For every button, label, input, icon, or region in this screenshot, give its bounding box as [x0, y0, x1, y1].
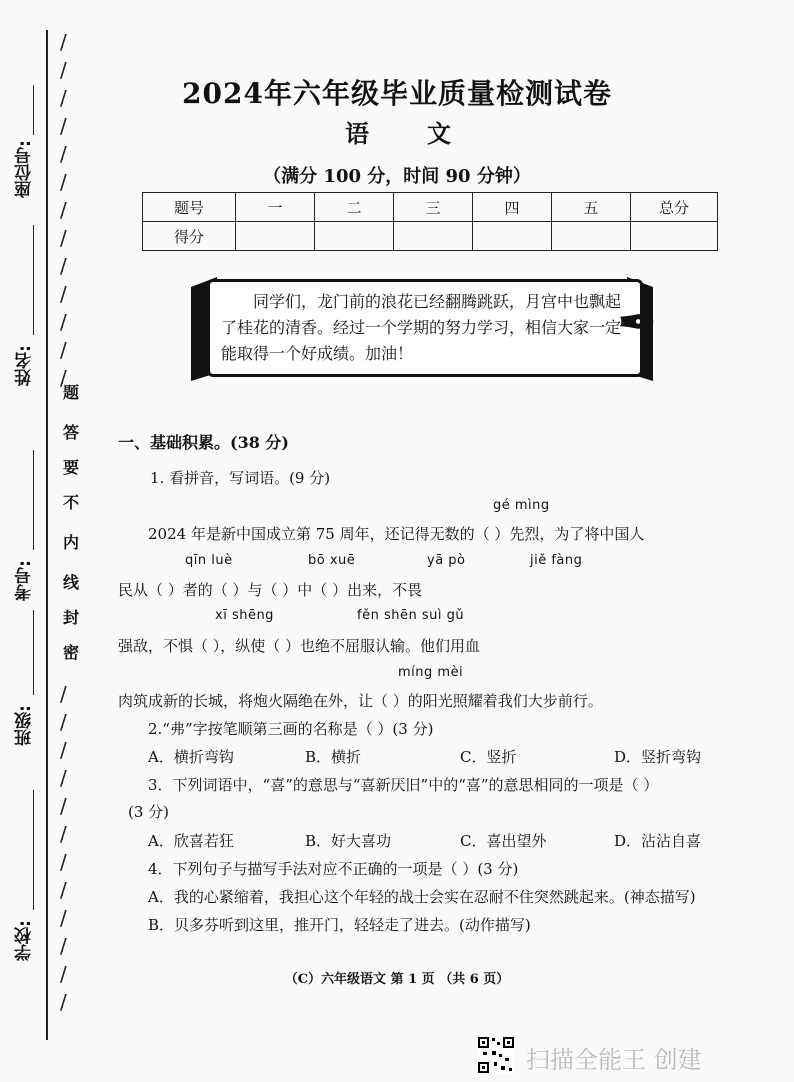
school-label: 学校:: [15, 920, 35, 961]
question-2-prompt: 2.“弗”字按笔顺第三画的名称是（ ）(3 分): [148, 720, 434, 738]
score-table-header: 一: [236, 193, 315, 222]
score-cell[interactable]: [315, 222, 394, 251]
pinyin: gé mìng: [493, 498, 550, 513]
pinyin: jiě fàng: [530, 553, 583, 568]
q3-option: C．喜出望外: [460, 832, 547, 850]
pinyin: bō xuē: [308, 553, 356, 568]
score-table: [142, 192, 718, 251]
score-table-header: 题号: [143, 193, 236, 222]
q3-option: B．好大喜功: [305, 832, 392, 850]
score-table-header: 四: [473, 193, 552, 222]
q2-option: B．横折: [305, 748, 362, 766]
score-table-header: 二: [315, 193, 394, 222]
qr-code-icon: [477, 1036, 515, 1074]
pinyin: xī shēng: [215, 608, 274, 623]
q1-sentence-line: 肉筑成新的长城，将炮火隔绝在外，让（ ）的阳光照耀着我们大步前行。: [118, 692, 603, 710]
seal-char: 封: [62, 608, 79, 627]
banner-message: 同学们，龙门前的浪花已经翻腾跳跃，月宫中也飘起了桂花的清香。经过一个学期的努力学习，相信大家一定能取得一个好成绩。加油！: [221, 292, 622, 363]
question-4-prompt: 4．下列句子与描写手法对应不正确的一项是（ ）(3 分): [148, 860, 519, 878]
q2-option: A．横折弯钩: [148, 748, 234, 766]
section-heading: 一、基础积累。(38 分): [118, 433, 289, 452]
score-table-header: 五: [552, 193, 631, 222]
score-row-label: 得分: [143, 222, 236, 251]
slash-column-bottom: / / / / / / / / / / / /: [60, 682, 67, 1014]
page-footer: （C）六年级语文 第 1 页 （共 6 页）: [284, 972, 510, 987]
question-1-prompt: 1. 看拼音，写词语。(9 分): [150, 469, 331, 487]
seal-char: 密: [62, 643, 79, 662]
q3-option: A．欣喜若狂: [148, 832, 234, 850]
seal-char: 题: [62, 383, 79, 402]
school-field[interactable]: [33, 790, 34, 910]
q4-option: B．贝多芬听到这里，推开门，轻轻走了进去。(动作描写): [148, 916, 531, 934]
q1-sentence-line: 2024 年是新中国成立第 75 周年，还记得无数的（ ）先烈，为了将中国人: [148, 525, 645, 543]
exam-number-field[interactable]: [33, 450, 34, 550]
class-label: 班级:: [15, 705, 35, 746]
score-cell[interactable]: [552, 222, 631, 251]
q2-option: C．竖折: [460, 748, 517, 766]
name-field[interactable]: [33, 225, 34, 335]
score-table-score-row: [143, 222, 718, 251]
score-cell[interactable]: [236, 222, 315, 251]
seal-char: 答: [62, 423, 79, 442]
q3-option: D．沾沾自喜: [614, 832, 702, 850]
slash-column-top: / / / / / / / / / / / / /: [60, 30, 67, 390]
subject-title: 语文: [345, 119, 509, 148]
seal-char: 要: [62, 458, 79, 477]
seal-char: 不: [62, 493, 79, 512]
name-label: 姓名:: [15, 345, 35, 386]
class-field[interactable]: [33, 610, 34, 695]
exam-title: 2024年六年级毕业质量检测试卷: [182, 77, 612, 110]
score-cell[interactable]: [473, 222, 552, 251]
score-cell[interactable]: [631, 222, 718, 251]
pinyin: míng mèi: [398, 665, 464, 680]
score-table-header: 三: [394, 193, 473, 222]
q1-sentence-line: 强敌，不惧（ ），纵使（ ）也绝不屈服认输。他们用血: [118, 637, 481, 655]
pinyin: yā pò: [427, 553, 466, 568]
encouragement-banner: [187, 273, 685, 383]
score-table-header: 总分: [631, 193, 718, 222]
seal-char: 线: [62, 573, 79, 592]
exam-number-label: 考号:: [15, 560, 35, 601]
scanner-watermark: 扫描全能王 创建: [526, 1046, 702, 1074]
question-3-prompt: 3．下列词语中，“喜”的意思与“喜新厌旧”中的“喜”的意思相同的一项是（ ）: [148, 776, 659, 794]
q1-sentence-line: 民从（ ）者的（ ）与（ ）中（ ）出来，不畏: [118, 581, 423, 599]
q2-option: D．竖折弯钩: [614, 748, 702, 766]
pinyin: qīn luè: [185, 553, 233, 568]
q4-option: A．我的心紧缩着，我担心这个年轻的战士会实在忍耐不住突然跳起来。(神态描写): [148, 888, 696, 906]
score-cell[interactable]: [394, 222, 473, 251]
seal-char: 内: [62, 533, 79, 552]
quill-pen-icon: ✒: [617, 295, 658, 351]
full-score-note: （满分 100 分，时间 90 分钟）: [263, 166, 531, 187]
score-table-header-row: [143, 193, 718, 222]
pinyin: fěn shēn suì gǔ: [357, 608, 465, 623]
question-3-score: (3 分): [128, 803, 170, 821]
seat-number-label: 座位号:: [15, 140, 35, 198]
